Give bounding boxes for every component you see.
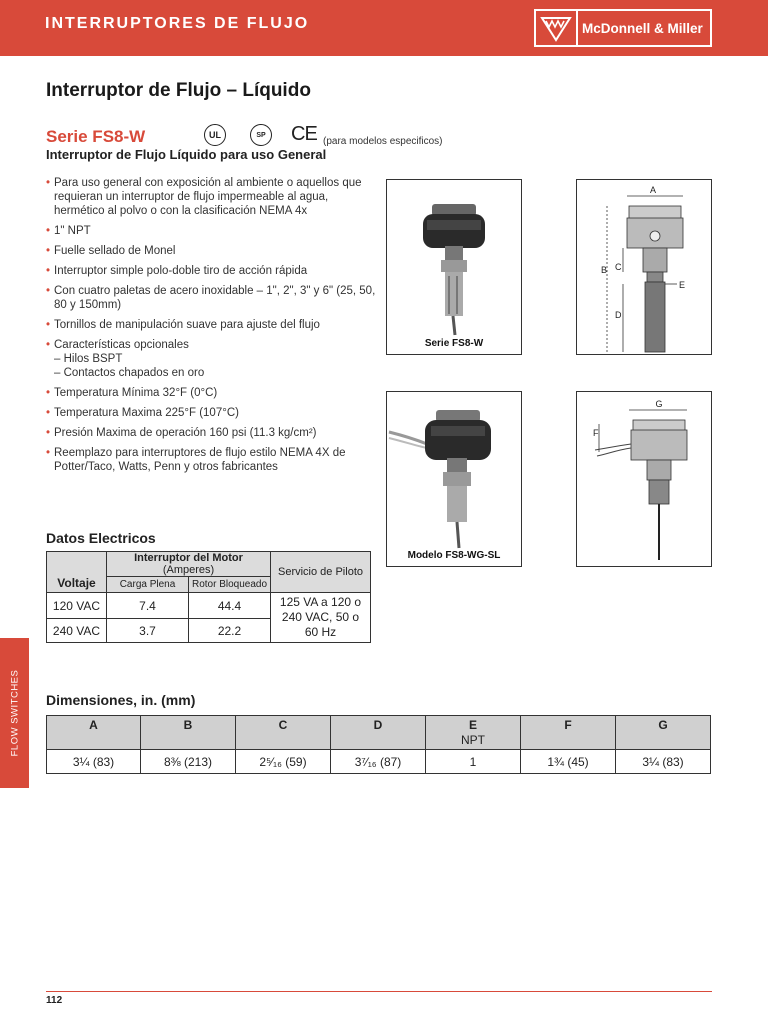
optional-feature: – Contactos chapados en oro (54, 367, 205, 379)
csa-cert-icon: SP (250, 124, 272, 146)
ul-cert-icon: UL (204, 124, 226, 146)
dim-label-f: F (593, 428, 599, 438)
feature-item: • Tornillos de manipulación suave para ajuste del flujo (46, 318, 376, 332)
feature-item: • Temperatura Maxima 225°F (107°C) (46, 406, 376, 420)
table-row (47, 593, 371, 619)
feature-item (46, 338, 376, 380)
cell-pilot: 125 VA a 120 o 240 VAC, 50 o 60 Hz (271, 593, 371, 643)
cell-voltage: 240 VAC (47, 619, 107, 643)
dimension-drawing (577, 180, 711, 354)
col-header-b: B (141, 716, 236, 750)
page-title: Interruptor de Flujo – Líquido (46, 80, 311, 101)
cell-full-load: 7.4 (107, 593, 189, 619)
dimension-diagram-fs8-w (576, 179, 712, 355)
col-header-e-sub: NPT (461, 733, 485, 747)
feature-list (46, 176, 376, 480)
feature-item: • Presión Maxima de operación 160 psi (11.3 kg/cm²) (46, 426, 376, 440)
col-header-locked-rotor: Rotor Bloqueado (189, 577, 271, 593)
feature-item: • Reemplazo para interruptores de flujo estilo NEMA 4X de Potter/Taco, Watts, Penn y otros fabricantes (46, 446, 376, 474)
dim-label-g: G (655, 399, 663, 409)
dim-label-e: E (679, 280, 686, 290)
col-header-d: D (331, 716, 426, 750)
dim-label-d: D (615, 310, 622, 320)
electrical-data-title: Datos Electricos (46, 530, 156, 546)
col-header-e (426, 716, 521, 750)
dimensions-title: Dimensiones, in. (mm) (46, 692, 196, 708)
product-photo-fs8-w (386, 179, 522, 355)
electrical-data-table (46, 551, 371, 643)
feature-item-label: Características opcionales (54, 339, 189, 351)
feature-item: • Interruptor simple polo-doble tiro de acción rápida (46, 264, 376, 278)
cell-d: 3⁷⁄₁₆ (87) (331, 750, 426, 774)
cell-g: 3¼ (83) (616, 750, 711, 774)
col-header-f: F (521, 716, 616, 750)
footer-divider (46, 991, 712, 992)
motor-header-label: Interruptor del Motor (134, 552, 243, 564)
photo-caption: Modelo FS8-WG-SL (407, 550, 501, 561)
feature-item: • 1" NPT (46, 224, 376, 238)
brand-name: McDonnell & Miller (578, 11, 710, 45)
cert-note: (para modelos especificos) (323, 136, 443, 147)
flow-switch-illustration (387, 180, 521, 354)
series-title: Serie FS8-W (46, 127, 146, 146)
side-tab (0, 638, 29, 788)
product-photo-fs8-wg-sl (386, 391, 522, 567)
motor-header-unit: (Amperes) (162, 564, 215, 576)
brand-mark-icon (536, 11, 576, 45)
col-header-pilot: Servicio de Piloto (271, 552, 371, 593)
cell-a: 3¼ (83) (47, 750, 141, 774)
optional-feature: – Hilos BSPT (54, 353, 123, 365)
cell-voltage: 120 VAC (47, 593, 107, 619)
col-header-motor (107, 552, 271, 577)
cell-locked-rotor: 22.2 (189, 619, 271, 643)
brand-logo (534, 9, 712, 47)
col-header-a: A (47, 716, 141, 750)
dim-label-c: C (615, 262, 622, 272)
col-header-e-label: E (468, 718, 477, 732)
col-header-g: G (616, 716, 711, 750)
subtitle: Interruptor de Flujo Líquido para uso General (46, 147, 327, 162)
side-tab-label: FLOW SWITCHES (9, 669, 21, 757)
cell-e: 1 (426, 750, 521, 774)
col-header-voltage: Voltaje (47, 552, 107, 593)
col-header-full-load: Carga Plena (107, 577, 189, 593)
col-header-c: C (236, 716, 331, 750)
cell-f: 1¾ (45) (521, 750, 616, 774)
flow-switch-with-leads-illustration (387, 392, 521, 566)
cell-locked-rotor: 44.4 (189, 593, 271, 619)
table-header-row (47, 716, 711, 750)
feature-item: • Fuelle sellado de Monel (46, 244, 376, 258)
feature-item: • Para uso general con exposición al ambiente o aquellos que requieran un interruptor de flujo impermeable al agua, hermético al polvo o con la clasificación NEMA 4x (46, 176, 376, 218)
feature-item: • Con cuatro paletas de acero inoxidable – 1", 2", 3" y 6" (25, 50, 80 y 150mm) (46, 284, 376, 312)
cell-c: 2⁵⁄₁₆ (59) (236, 750, 331, 774)
ce-cert-icon: CE (291, 123, 317, 145)
dimension-drawing (577, 392, 711, 566)
page-number: 112 (46, 995, 63, 1006)
dimension-diagram-fs8-wg-sl (576, 391, 712, 567)
cell-b: 8⅜ (213) (141, 750, 236, 774)
section-title: INTERRUPTORES DE FLUJO (45, 15, 310, 32)
dim-label-a: A (649, 185, 657, 195)
feature-item: • Temperatura Mínima 32°F (0°C) (46, 386, 376, 400)
table-row (47, 750, 711, 774)
photo-caption: Serie FS8-W (424, 338, 484, 349)
cell-full-load: 3.7 (107, 619, 189, 643)
dimensions-table (46, 715, 711, 774)
dim-label-b: B (601, 265, 608, 275)
